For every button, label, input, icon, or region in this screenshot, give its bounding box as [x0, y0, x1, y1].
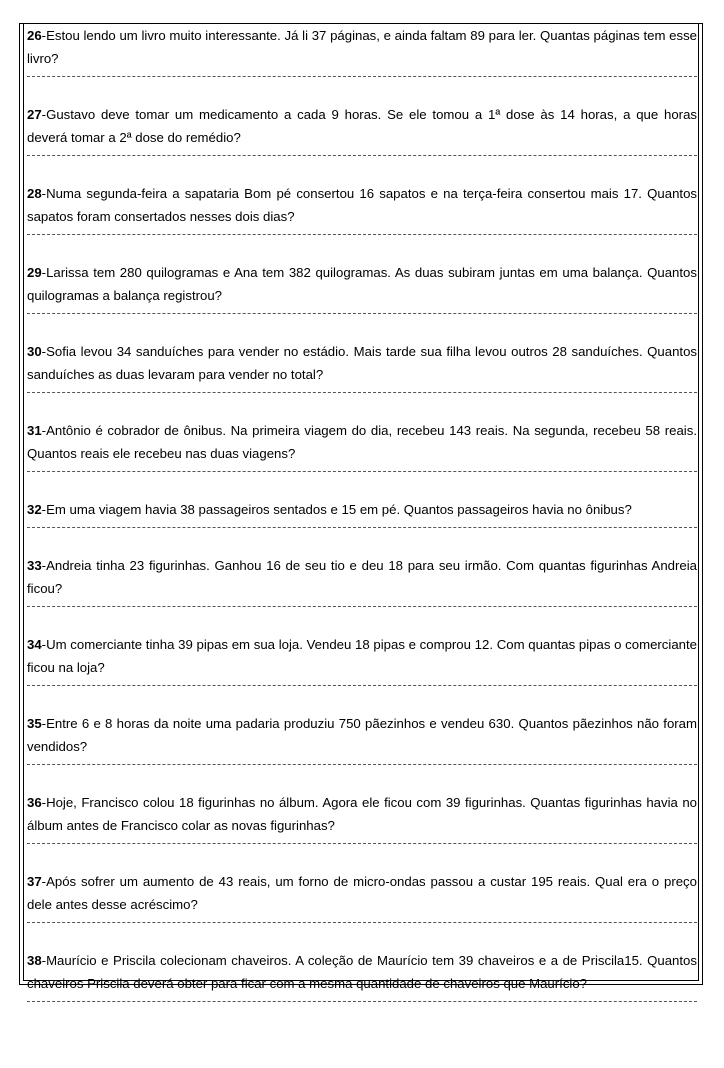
question-body: -Gustavo deve tomar um medicamento a cada 9 horas. Se ele tomou a 1ª dose às 14 horas, a que horas deverá tomar a 2ª dose do remédio?	[27, 107, 697, 145]
question-27	[27, 103, 697, 182]
question-26	[27, 24, 697, 103]
question-body: -Andreia tinha 23 figurinhas. Ganhou 16 de seu tio e deu 18 para seu irmão. Com quantas figurinhas Andreia ficou?	[27, 558, 697, 596]
question-body: -Hoje, Francisco colou 18 figurinhas no álbum. Agora ele ficou com 39 figurinhas. Quantas figurinhas havia no álbum antes de Francisco colar as novas figurinhas?	[27, 795, 697, 833]
question-body: -Maurício e Priscila colecionam chaveiros. A coleção de Maurício tem 39 chaveiros e a de Priscila15. Quantos chaveiros Priscila deverá obter para ficar com a mesma quantidade de chaveiros que Maurício?	[27, 953, 697, 991]
answer-line[interactable]	[27, 606, 697, 607]
answer-space[interactable]	[27, 1028, 697, 1068]
question-text	[27, 182, 697, 228]
answer-line[interactable]	[27, 76, 697, 77]
question-36	[27, 791, 697, 870]
question-number: 26	[27, 28, 42, 43]
question-37	[27, 870, 697, 949]
answer-line[interactable]	[27, 843, 697, 844]
question-33	[27, 554, 697, 633]
question-text	[27, 261, 697, 307]
answer-line[interactable]	[27, 313, 697, 314]
question-number: 30	[27, 344, 42, 359]
question-body: -Sofia levou 34 sanduíches para vender no estádio. Mais tarde sua filha levou outros 28 sanduíches. Quantos sanduíches as duas levaram para vender no total?	[27, 344, 697, 382]
question-number: 32	[27, 502, 42, 517]
question-text	[27, 712, 697, 758]
question-number: 37	[27, 874, 42, 889]
answer-line[interactable]	[27, 764, 697, 765]
question-number: 34	[27, 637, 42, 652]
question-text	[27, 791, 697, 837]
question-text	[27, 498, 697, 521]
answer-line[interactable]	[27, 922, 697, 923]
question-29	[27, 261, 697, 340]
question-number: 28	[27, 186, 42, 201]
question-text	[27, 419, 697, 465]
answer-line[interactable]	[27, 155, 697, 156]
question-28	[27, 182, 697, 261]
question-number: 38	[27, 953, 42, 968]
question-number: 31	[27, 423, 42, 438]
question-38	[27, 949, 697, 1028]
question-34	[27, 633, 697, 712]
answer-line[interactable]	[27, 685, 697, 686]
question-number: 27	[27, 107, 42, 122]
question-32	[27, 498, 697, 554]
question-text	[27, 870, 697, 916]
question-body: -Um comerciante tinha 39 pipas em sua loja. Vendeu 18 pipas e comprou 12. Com quantas pipas o comerciante ficou na loja?	[27, 637, 697, 675]
question-number: 36	[27, 795, 42, 810]
question-text	[27, 949, 697, 995]
question-body: -Numa segunda-feira a sapataria Bom pé consertou 16 sapatos e na terça-feira consertou mais 17. Quantos sapatos foram consertados nesses dois dias?	[27, 186, 697, 224]
question-body: -Estou lendo um livro muito interessante. Já li 37 páginas, e ainda faltam 89 para ler. Quantas páginas tem esse livro?	[27, 28, 697, 66]
question-body: -Larissa tem 280 quilogramas e Ana tem 382 quilogramas. As duas subiram juntas em uma balança. Quantos quilogramas a balança registrou?	[27, 265, 697, 303]
question-number: 35	[27, 716, 42, 731]
answer-line[interactable]	[27, 234, 697, 235]
question-body: -Após sofrer um aumento de 43 reais, um forno de micro-ondas passou a custar 195 reais. Qual era o preço dele antes desse acréscimo?	[27, 874, 697, 912]
worksheet-content	[27, 24, 697, 1068]
question-text	[27, 103, 697, 149]
question-body: -Em uma viagem havia 38 passageiros sentados e 15 em pé. Quantos passageiros havia no ônibus?	[41, 502, 632, 517]
question-30	[27, 340, 697, 419]
question-number: 29	[27, 265, 42, 280]
question-text	[27, 24, 697, 70]
question-35	[27, 712, 697, 791]
question-number: 33	[27, 558, 42, 573]
answer-line[interactable]	[27, 1001, 697, 1002]
question-body: -Entre 6 e 8 horas da noite uma padaria produziu 750 pãezinhos e vendeu 630. Quantos pãezinhos não foram vendidos?	[27, 716, 697, 754]
answer-line[interactable]	[27, 527, 697, 528]
question-text	[27, 340, 697, 386]
question-body: -Antônio é cobrador de ônibus. Na primeira viagem do dia, recebeu 143 reais. Na segunda, recebeu 58 reais. Quantos reais ele recebeu nas duas viagens?	[27, 423, 697, 461]
question-text	[27, 554, 697, 600]
answer-line[interactable]	[27, 471, 697, 472]
question-31	[27, 419, 697, 498]
question-text	[27, 633, 697, 679]
answer-line[interactable]	[27, 392, 697, 393]
